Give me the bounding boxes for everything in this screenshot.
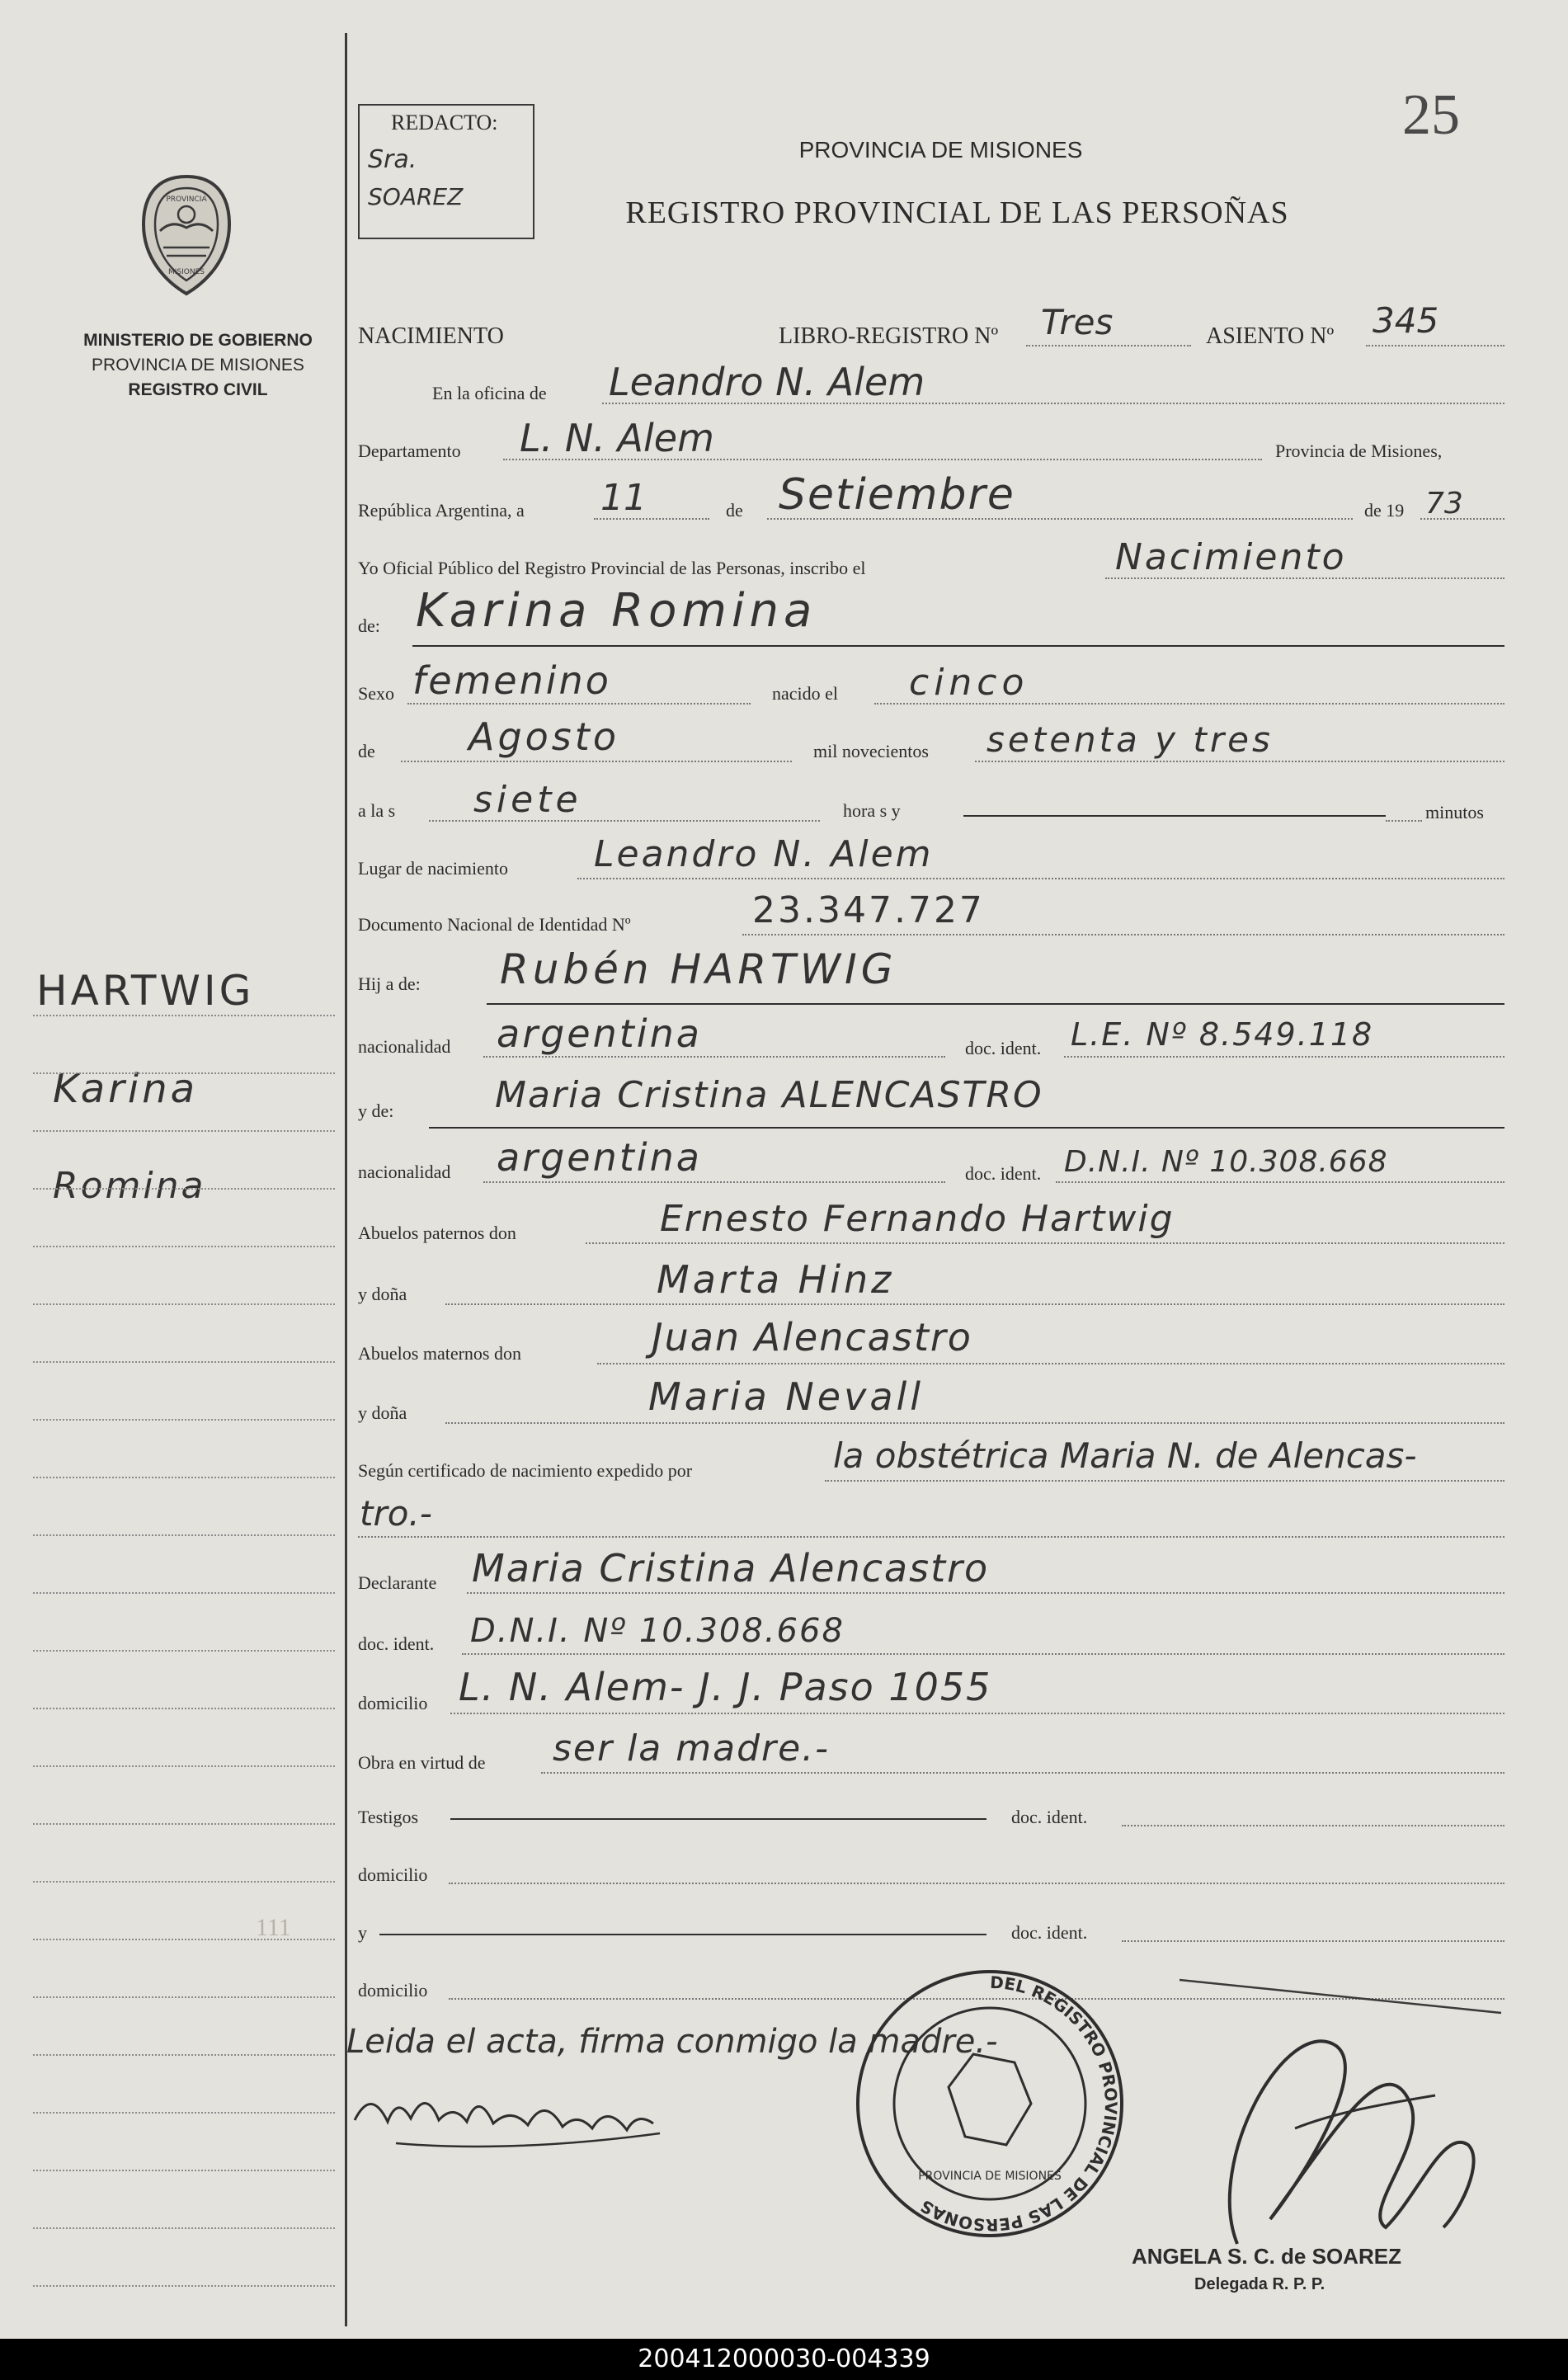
republica-label: República Argentina, a bbox=[358, 500, 525, 521]
provincia-label: Provincia de Misiones, bbox=[1275, 441, 1443, 461]
dom-t1-label: domicilio bbox=[358, 1864, 428, 1885]
horas-label: hora s y bbox=[843, 800, 901, 821]
registry-title: REGISTRO PROVINCIAL DE LAS PERSOÑAS bbox=[625, 196, 1289, 230]
margin-rule-line bbox=[33, 1881, 335, 1883]
ab-mat-label: Abuelos maternos don bbox=[358, 1343, 521, 1364]
margin-rule-line bbox=[33, 2170, 335, 2171]
nombre-label: de: bbox=[358, 615, 380, 636]
redacto-line2: SOAREZ bbox=[368, 183, 464, 210]
doc2-label: doc. ident. bbox=[965, 1163, 1042, 1184]
cert-label: Según certificado de nacimiento expedido por bbox=[358, 1460, 693, 1481]
domicilio-value: L. N. Alem- J. J. Paso 1055 bbox=[459, 1665, 992, 1709]
obra-value: ser la madre.- bbox=[553, 1727, 831, 1770]
ministry-line1: MINISTERIO DE GOBIERNO bbox=[83, 331, 313, 350]
minutos-label: minutos bbox=[1425, 802, 1484, 822]
margin-rule-line bbox=[33, 1534, 335, 1536]
nac1-label: nacionalidad bbox=[358, 1036, 451, 1057]
mother-signature bbox=[346, 2071, 676, 2161]
ab-mat-don-value: Juan Alencastro bbox=[652, 1315, 972, 1360]
sexo-label: Sexo bbox=[358, 683, 394, 704]
ab-pat-don-value: Ernesto Fernando Hartwig bbox=[660, 1198, 1175, 1240]
nacido-anio-value: setenta y tres bbox=[986, 719, 1274, 760]
officer-signature bbox=[1171, 1947, 1518, 2277]
record-type: NACIMIENTO bbox=[358, 323, 504, 349]
ab-pat-dona-value: Marta Hinz bbox=[657, 1257, 895, 1302]
margin-rule-line bbox=[33, 1996, 335, 1998]
redacto-label: REDACTO: bbox=[391, 111, 498, 134]
margin-rule bbox=[345, 33, 347, 2326]
padre-value: Rubén HARTWIG bbox=[500, 945, 897, 993]
acto-value: Nacimiento bbox=[1115, 536, 1347, 578]
margin-rule-line bbox=[33, 2227, 335, 2229]
anio-value: 73 bbox=[1425, 487, 1463, 521]
footer-id-bar: 200412000030-004339 bbox=[0, 2339, 1568, 2380]
margin-rule-line bbox=[33, 1188, 335, 1190]
margin-name2: Romina bbox=[53, 1165, 206, 1207]
margin-rule-line bbox=[33, 1708, 335, 1709]
officer-name: ANGELA S. C. de SOAREZ bbox=[1132, 2244, 1401, 2269]
docd-value: D.N.I. Nº 10.308.668 bbox=[470, 1612, 845, 1650]
declarante-value: Maria Cristina Alencastro bbox=[472, 1546, 990, 1591]
officer-title: Delegada R. P. P. bbox=[1194, 2275, 1326, 2293]
margin-rule-line bbox=[33, 1477, 335, 1478]
domicilio-label: domicilio bbox=[358, 1693, 428, 1713]
de-label: de bbox=[726, 500, 743, 521]
obra-label: Obra en virtud de bbox=[358, 1752, 486, 1773]
sexo-value: femenino bbox=[412, 658, 611, 703]
margin-name1: Karina bbox=[53, 1066, 199, 1112]
ydona1-label: y doña bbox=[358, 1284, 407, 1304]
margin-rule-line bbox=[33, 1130, 335, 1132]
asiento-value: 345 bbox=[1373, 300, 1439, 341]
margin-surname: HARTWIG bbox=[36, 967, 255, 1015]
nac1-value: argentina bbox=[497, 1011, 702, 1056]
hora-value: siete bbox=[473, 779, 582, 821]
yde-label: y de: bbox=[358, 1100, 394, 1121]
mes-value: Setiembre bbox=[779, 470, 1015, 520]
madre-value: Maria Cristina ALENCASTRO bbox=[495, 1074, 1043, 1116]
ministry-block bbox=[58, 328, 338, 403]
departamento-label: Departamento bbox=[358, 441, 461, 461]
y-label: y bbox=[358, 1922, 367, 1943]
oficial-label: Yo Oficial Público del Registro Provincial de las Personas, inscribo el bbox=[358, 558, 866, 578]
nac2-label: nacionalidad bbox=[358, 1162, 451, 1182]
de2-label: de bbox=[358, 741, 375, 761]
dia-value: 11 bbox=[600, 477, 647, 519]
asiento-label: ASIENTO Nº bbox=[1206, 323, 1335, 349]
libro-value: Tres bbox=[1041, 302, 1114, 342]
nacido-label: nacido el bbox=[772, 683, 839, 704]
anio-label: de 19 bbox=[1364, 500, 1405, 521]
libro-label: LIBRO-REGISTRO Nº bbox=[779, 323, 999, 349]
docd-label: doc. ident. bbox=[358, 1633, 435, 1654]
margin-rule-line bbox=[33, 1072, 335, 1074]
doc-t2-label: doc. ident. bbox=[1011, 1922, 1088, 1943]
margin-rule-line bbox=[33, 1650, 335, 1652]
stamp-ring-text: DEL REGISTRO PROVINCIAL DE LAS PERSONAS bbox=[916, 1972, 1122, 2236]
cert-line1-value: la obstétrica Maria N. de Alencas- bbox=[833, 1435, 1417, 1476]
seal-top-text: PROVINCIA bbox=[166, 196, 207, 204]
margin-rule-line bbox=[33, 1823, 335, 1825]
doc2-value: D.N.I. Nº 10.308.668 bbox=[1064, 1145, 1388, 1179]
ydona2-label: y doña bbox=[358, 1402, 407, 1423]
margin-rule-line bbox=[33, 1015, 335, 1016]
oficina-label: En la oficina de bbox=[432, 383, 547, 403]
cert-line2-value: tro.- bbox=[360, 1493, 432, 1534]
margin-rule-line bbox=[33, 1592, 335, 1594]
margin-faint-mark: 111 bbox=[256, 1914, 291, 1941]
official-stamp bbox=[850, 1963, 1130, 2244]
margin-rule-line bbox=[33, 2054, 335, 2056]
hijo-label: Hij a de: bbox=[358, 973, 421, 994]
margin-rule-line bbox=[33, 1419, 335, 1421]
redacto-line1: Sra. bbox=[368, 145, 417, 174]
margin-rule-line bbox=[33, 2112, 335, 2114]
testigos-label: Testigos bbox=[358, 1807, 419, 1827]
dni-value: 23.347.727 bbox=[752, 889, 985, 931]
page-number: 25 bbox=[1402, 83, 1460, 147]
mil-label: mil novecientos bbox=[813, 741, 929, 761]
ministry-line3: REGISTRO CIVIL bbox=[128, 380, 268, 399]
departamento-value: L. N. Alem bbox=[520, 416, 714, 460]
ab-mat-dona-value: Maria Nevall bbox=[648, 1374, 925, 1419]
declarante-label: Declarante bbox=[358, 1572, 437, 1593]
alas-label: a la s bbox=[358, 800, 396, 821]
dom-t2-label: domicilio bbox=[358, 1980, 428, 2001]
province-heading: PROVINCIA DE MISIONES bbox=[798, 137, 1083, 163]
nombre-value: Karina Romina bbox=[416, 584, 817, 638]
seal-bottom-text: MISIONES bbox=[167, 268, 205, 276]
ab-pat-label: Abuelos paternos don bbox=[358, 1223, 516, 1243]
oficina-value: Leandro N. Alem bbox=[609, 360, 925, 404]
margin-rule-line bbox=[33, 1303, 335, 1305]
lugar-value: Leandro N. Alem bbox=[594, 833, 934, 875]
doc-t1-label: doc. ident. bbox=[1011, 1807, 1088, 1827]
dni-label: Documento Nacional de Identidad Nº bbox=[358, 914, 631, 935]
margin-rule-line bbox=[33, 1361, 335, 1363]
stamp-inner-text: PROVINCIA DE MISIONES bbox=[918, 2170, 1062, 2183]
margin-rule-line bbox=[33, 1765, 335, 1767]
margin-rule-line bbox=[33, 1939, 335, 1940]
doc1-label: doc. ident. bbox=[965, 1038, 1042, 1058]
nacido-mes-value: Agosto bbox=[469, 714, 619, 759]
doc1-value: L.E. Nº 8.549.118 bbox=[1071, 1016, 1374, 1053]
lugar-label: Lugar de nacimiento bbox=[358, 858, 509, 879]
margin-rule-line bbox=[33, 1246, 335, 1247]
closing-text: Leida el acta, firma conmigo la madre.- bbox=[346, 2023, 998, 2061]
ministry-line2: PROVINCIA DE MISIONES bbox=[92, 356, 304, 375]
margin-rule-line bbox=[33, 2285, 335, 2287]
nacido-dia-value: cinco bbox=[909, 662, 1029, 704]
province-seal-icon bbox=[139, 173, 234, 297]
nac2-value: argentina bbox=[497, 1135, 702, 1180]
